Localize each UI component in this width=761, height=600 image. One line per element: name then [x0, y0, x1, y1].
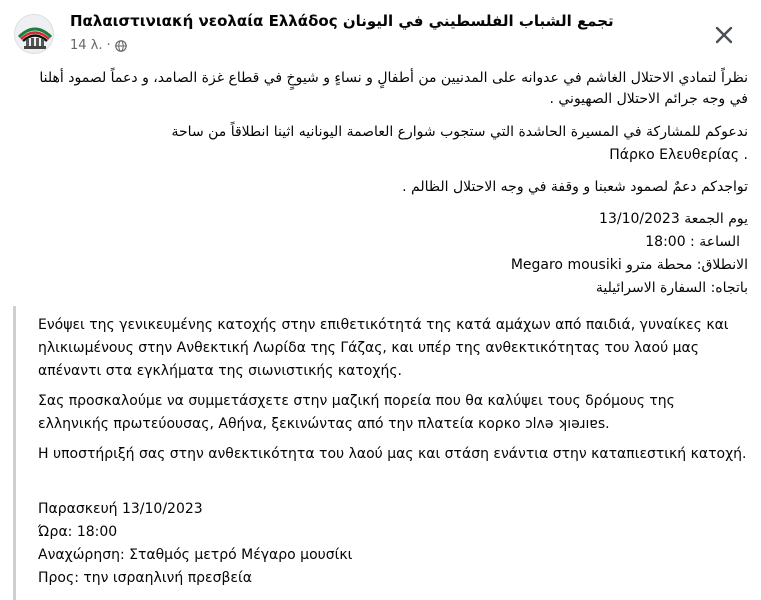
greek-paragraph-2: Σας προσκαλούμε να συμμετάσχετε στην μαζική πορεία που θα καλύψει τους δρόμους της ελληνικής πρωτεύουσας, Αθήνα, ξεκινώντας από την πλατεία κορκο ɔlʌǝ ʞıǝɹıɐs.	[38, 393, 675, 432]
arabic-details	[470, 208, 748, 300]
arabic-time-line: الساعة : 18:00	[645, 234, 740, 250]
greek-paragraph-3: Η υποστήριξή σας στην ανθεκτικότητα του λαού μας και στάση ενάντια στην καταπιεστική κατοχή.	[38, 446, 747, 462]
close-button[interactable]	[706, 17, 742, 53]
arabic-paragraph-2b	[20, 145, 748, 166]
arabic-paragraph-1	[20, 68, 748, 110]
arabic-paragraph-3	[20, 177, 748, 198]
close-icon	[715, 26, 733, 44]
post-header	[0, 0, 761, 64]
greek-translation-block	[13, 306, 748, 600]
arabic-date-line: يوم الجمعة 13/10/2023	[599, 211, 748, 227]
greek-date-line: Παρασκευή 13/10/2023	[38, 501, 203, 517]
arabic-start-line: الانطلاق: محطة مترو Megaro mousiki	[510, 257, 748, 273]
arabic-text-2b: Πάρκο Ελευθερίας .	[609, 147, 748, 163]
page-name-link[interactable]: Παλαιστινιακή νεολαία Ελλάδος تجمع الشباب الفلسطيني في اليونان	[70, 12, 614, 30]
arabic-text-1: نظراً لتمادي الاحتلال الغاشم في عدوانه على المدنيين من أطفالٍ و نساءٍ و شيوخٍ في قطاع غزة الصامد، و دعماً لصمود أهلنا في وجه جرائم الاحتلال الصهيوني .	[39, 70, 748, 107]
bottom-fade	[35, 592, 435, 600]
globe-icon[interactable]	[115, 40, 127, 52]
arabic-dest-line: باتجاه: السفارة الاسرائيلية	[595, 280, 748, 296]
post-time[interactable]: 14 λ.	[70, 38, 103, 53]
greek-dest-line: Προς: την ισραηλινή πρεσβεία	[38, 570, 252, 586]
arabic-text-3: تواجدكم دعمٌ لصمود شعبنا و وقفة في وجه الاحتلال الظالم .	[402, 179, 748, 195]
arabic-text-2a: ندعوكم للمشاركة في المسيرة الحاشدة التي ستجوب شوارع العاصمة اليونانيه اثينا انطلاقاً من ساحة	[171, 124, 748, 140]
post-meta	[70, 38, 127, 53]
greek-details	[38, 498, 748, 590]
meta-separator: ·	[106, 38, 111, 53]
page-avatar[interactable]	[14, 14, 54, 54]
avatar-logo	[15, 15, 54, 54]
greek-start-line: Αναχώρηση: Σταθμός μετρό Μέγαρο μουσίκι	[38, 547, 353, 563]
greek-paragraph-1: Ενόψει της γενικευμένης κατοχής στην επιθετικότητά της κατά αμάχων από παιδιά, γυναίκες και ηλικιωμένους στην Ανθεκτική Λωρίδα της Γάζας, και υπέρ της ανθεκτικότητας του λαού μας απέναντι στα εγκλήματα της σιωνιστικής κατοχής.	[38, 317, 729, 379]
greek-time-line: Ώρα: 18:00	[38, 524, 118, 540]
arabic-paragraph-2	[20, 122, 748, 143]
